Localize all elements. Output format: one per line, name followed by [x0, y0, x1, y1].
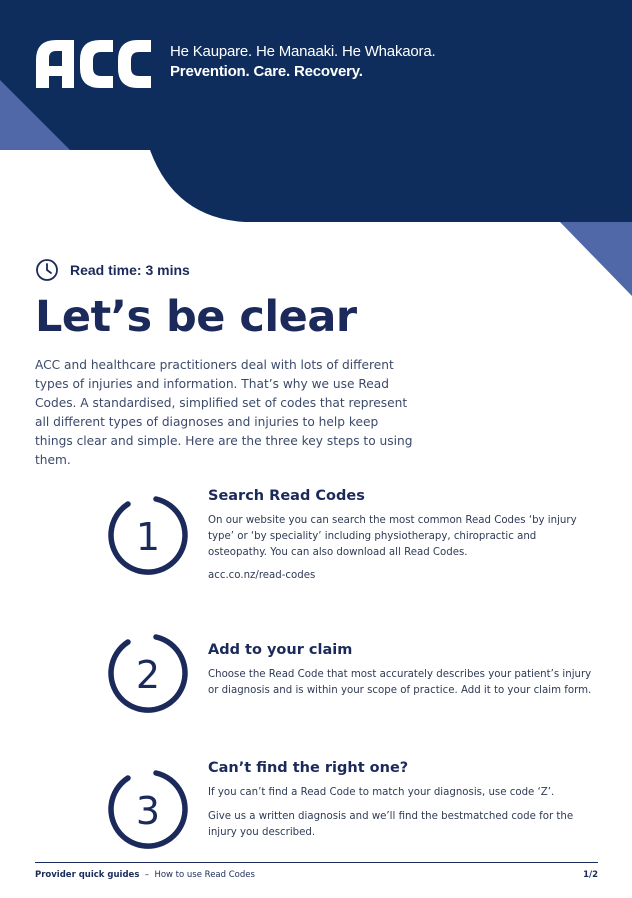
- page-footer: [35, 870, 598, 880]
- step-1-number-circle: [106, 494, 190, 578]
- read-time: [35, 258, 190, 282]
- read-codes-link[interactable]: acc.co.nz/read-codes: [208, 570, 316, 581]
- page-title: Let’s be clear: [35, 292, 357, 342]
- step-1-number: 1: [135, 515, 161, 559]
- tagline-english: Prevention. Care. Recovery.: [170, 63, 363, 80]
- read-time-label: Read time: 3 mins: [70, 262, 190, 278]
- acc-logo: [34, 36, 152, 90]
- footer-section: Provider quick guides: [35, 870, 140, 880]
- step-2-body: Choose the Read Code that most accurately describes your patient’s injury or diagnosis and is within your scope of practice. Add it to your claim form.: [208, 669, 592, 696]
- intro-paragraph: ACC and healthcare practitioners deal with lots of different types of injuries and information. That’s why we use Read Codes. A standardised, simplified set of codes that represent all different types of diagnoses and injuries to help keep things clear and simple. Here are the three key steps to using them.: [35, 358, 413, 467]
- footer-label: [35, 870, 255, 880]
- step-3-body-2: Give us a written diagnosis and we’ll find the bestmatched code for the injury you described.: [208, 811, 574, 838]
- step-2-number: 2: [135, 653, 161, 697]
- step-2-heading: Add to your claim: [208, 642, 353, 658]
- step-3-heading: Can’t find the right one?: [208, 760, 409, 776]
- step-3-number-circle: [106, 768, 190, 852]
- step-1-body: On our website you can search the most common Read Codes ‘by injury type’ or ‘by speciality’ including physiotherapy, chiropractic and osteopathy. You can also download all Read Codes.: [208, 515, 577, 558]
- step-2-number-circle: [106, 632, 190, 716]
- step-3-body: If you can’t find a Read Code to match your diagnosis, use code ‘Z’.: [208, 787, 555, 798]
- brand-tagline: [170, 42, 435, 82]
- footer-divider: [35, 862, 598, 863]
- step-1-heading: Search Read Codes: [208, 488, 365, 504]
- page-number: 1/2: [583, 870, 598, 880]
- tagline-maori: He Kaupare. He Manaaki. He Whakaora.: [170, 43, 436, 60]
- step-3-number: 3: [135, 789, 161, 833]
- footer-doc-title: How to use Read Codes: [154, 870, 255, 880]
- footer-separator: –: [144, 870, 150, 880]
- clock-icon: [35, 258, 59, 282]
